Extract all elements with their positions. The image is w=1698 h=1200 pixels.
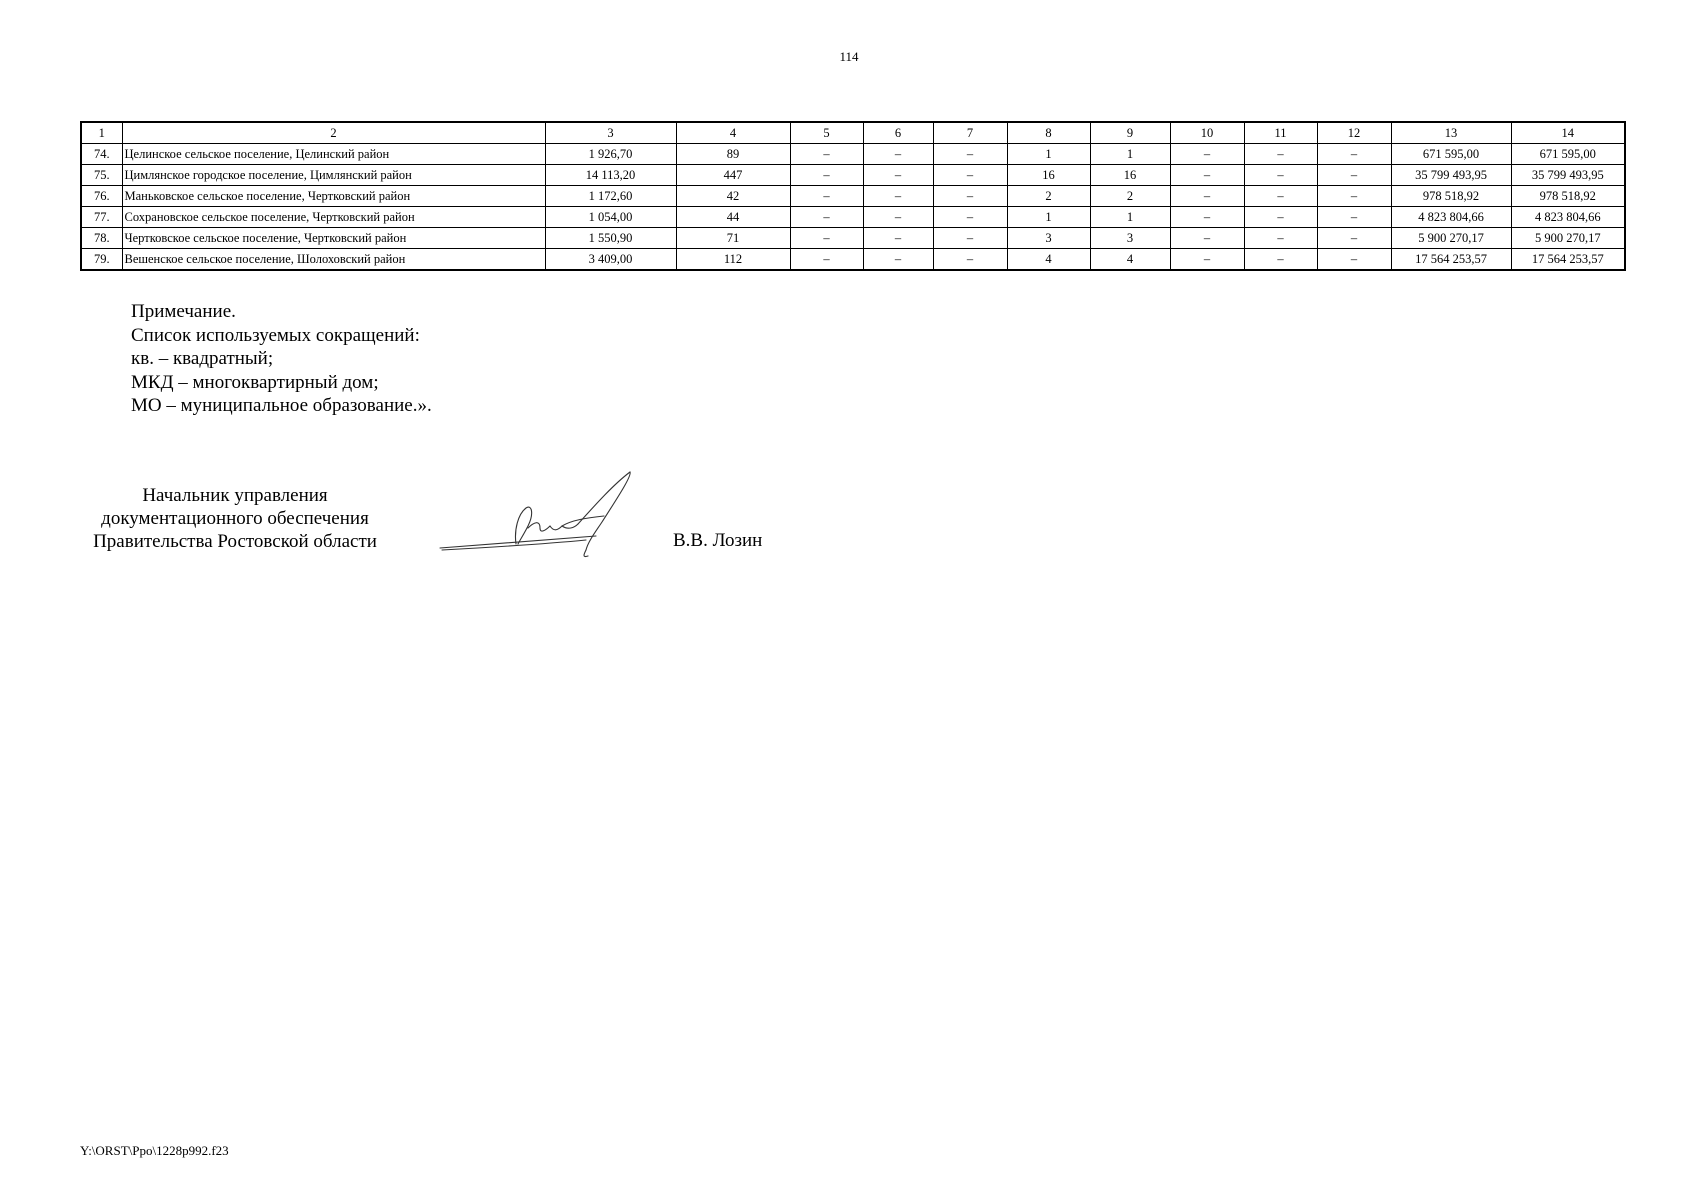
table-cell: 671 595,00: [1511, 144, 1625, 165]
table-cell: 1: [1007, 207, 1090, 228]
table-cell: –: [933, 165, 1007, 186]
table-cell: 17 564 253,57: [1391, 249, 1511, 271]
table-cell: –: [1244, 249, 1317, 271]
column-number-cell: 6: [863, 122, 933, 144]
table-cell: 447: [676, 165, 790, 186]
table-cell: –: [863, 207, 933, 228]
table-cell: Вешенское сельское поселение, Шолоховский район: [122, 249, 545, 271]
table-cell: 75.: [81, 165, 122, 186]
note-line: МКД – многоквартирный дом;: [131, 371, 379, 393]
table-cell: 35 799 493,95: [1511, 165, 1625, 186]
table-cell: –: [863, 249, 933, 271]
table-cell: –: [790, 228, 863, 249]
table-cell: Целинское сельское поселение, Целинский район: [122, 144, 545, 165]
table-cell: –: [933, 144, 1007, 165]
table-cell: 978 518,92: [1391, 186, 1511, 207]
note-line: Список используемых сокращений:: [131, 324, 420, 346]
table-cell: 44: [676, 207, 790, 228]
table-cell: 671 595,00: [1391, 144, 1511, 165]
table-cell: –: [1244, 165, 1317, 186]
handwritten-signature: [436, 470, 646, 570]
table-cell: 35 799 493,95: [1391, 165, 1511, 186]
table-cell: 2: [1090, 186, 1170, 207]
table-cell: Сохрановское сельское поселение, Чертковский район: [122, 207, 545, 228]
table-cell: 16: [1007, 165, 1090, 186]
column-number-cell: 5: [790, 122, 863, 144]
table-cell: –: [1244, 228, 1317, 249]
table-cell: 78.: [81, 228, 122, 249]
table-header-row: [81, 122, 1625, 144]
column-number-cell: 7: [933, 122, 1007, 144]
table-cell: –: [933, 249, 1007, 271]
table-cell: 112: [676, 249, 790, 271]
table-cell: –: [863, 165, 933, 186]
signer-name: В.В. Лозин: [673, 530, 763, 551]
table-cell: 1 550,90: [545, 228, 676, 249]
table-cell: 4: [1090, 249, 1170, 271]
table-cell: Чертковское сельское поселение, Чертковский район: [122, 228, 545, 249]
table-cell: –: [863, 186, 933, 207]
table-cell: –: [1317, 207, 1391, 228]
table-cell: –: [863, 228, 933, 249]
table-cell: 4: [1007, 249, 1090, 271]
table-cell: 77.: [81, 207, 122, 228]
table-cell: 79.: [81, 249, 122, 271]
table-cell: –: [790, 186, 863, 207]
table-cell: 4 823 804,66: [1511, 207, 1625, 228]
table-cell: 5 900 270,17: [1511, 228, 1625, 249]
table-row: [81, 228, 1625, 249]
table-cell: –: [790, 165, 863, 186]
table-cell: –: [1170, 165, 1244, 186]
page-number: 114: [839, 49, 859, 64]
table-cell: –: [1170, 207, 1244, 228]
table-cell: –: [790, 249, 863, 271]
table-cell: –: [1244, 186, 1317, 207]
column-number-cell: 11: [1244, 122, 1317, 144]
table-cell: –: [1317, 186, 1391, 207]
table-cell: 16: [1090, 165, 1170, 186]
table-cell: 1 926,70: [545, 144, 676, 165]
table-row: [81, 249, 1625, 271]
table-cell: –: [863, 144, 933, 165]
table-cell: –: [933, 186, 1007, 207]
column-number-cell: 10: [1170, 122, 1244, 144]
column-number-cell: 12: [1317, 122, 1391, 144]
table-cell: 2: [1007, 186, 1090, 207]
column-number-cell: 9: [1090, 122, 1170, 144]
position-line: Правительства Ростовской области: [93, 531, 377, 552]
table-cell: 71: [676, 228, 790, 249]
table-cell: –: [790, 144, 863, 165]
table-cell: –: [1244, 207, 1317, 228]
table-cell: 17 564 253,57: [1511, 249, 1625, 271]
table-row: [81, 144, 1625, 165]
table-cell: 1 054,00: [545, 207, 676, 228]
table-cell: 89: [676, 144, 790, 165]
table-cell: Маньковское сельское поселение, Чертковский район: [122, 186, 545, 207]
table-cell: –: [1317, 165, 1391, 186]
table-cell: 42: [676, 186, 790, 207]
table-body: [81, 122, 1625, 270]
table-cell: Цимлянское городское поселение, Цимлянский район: [122, 165, 545, 186]
column-number-cell: 13: [1391, 122, 1511, 144]
table-row: [81, 165, 1625, 186]
column-number-cell: 1: [81, 122, 122, 144]
table-cell: 3: [1090, 228, 1170, 249]
table-cell: –: [933, 207, 1007, 228]
table-cell: –: [790, 207, 863, 228]
note-title: Примечание.: [131, 301, 236, 322]
table-cell: –: [1317, 144, 1391, 165]
table-cell: –: [1170, 228, 1244, 249]
table-cell: 76.: [81, 186, 122, 207]
table-cell: 14 113,20: [545, 165, 676, 186]
table-row: [81, 186, 1625, 207]
table-cell: 1: [1090, 144, 1170, 165]
table-cell: 1: [1090, 207, 1170, 228]
signatory-position: [80, 484, 390, 553]
table-cell: 3 409,00: [545, 249, 676, 271]
column-number-cell: 8: [1007, 122, 1090, 144]
table-cell: 5 900 270,17: [1391, 228, 1511, 249]
column-number-cell: 4: [676, 122, 790, 144]
position-line: документационного обеспечения: [101, 508, 369, 529]
column-number-cell: 14: [1511, 122, 1625, 144]
table-cell: –: [933, 228, 1007, 249]
file-path: Y:\ORST\Ppo\1228p992.f23: [80, 1143, 229, 1158]
table-cell: 1: [1007, 144, 1090, 165]
note-line: МО – муниципальное образование.».: [131, 395, 432, 416]
table-cell: –: [1170, 144, 1244, 165]
table-cell: –: [1317, 249, 1391, 271]
table-cell: –: [1170, 186, 1244, 207]
table-cell: 978 518,92: [1511, 186, 1625, 207]
table-cell: –: [1317, 228, 1391, 249]
note-line: кв. – квадратный;: [131, 348, 274, 369]
table-cell: 4 823 804,66: [1391, 207, 1511, 228]
table-cell: –: [1170, 249, 1244, 271]
data-table: [80, 121, 1626, 271]
table-cell: –: [1244, 144, 1317, 165]
table-cell: 3: [1007, 228, 1090, 249]
column-number-cell: 3: [545, 122, 676, 144]
column-number-cell: 2: [122, 122, 545, 144]
table-row: [81, 207, 1625, 228]
note-block: [131, 300, 432, 418]
table-cell: 1 172,60: [545, 186, 676, 207]
position-line: Начальник управления: [142, 485, 328, 506]
table-cell: 74.: [81, 144, 122, 165]
